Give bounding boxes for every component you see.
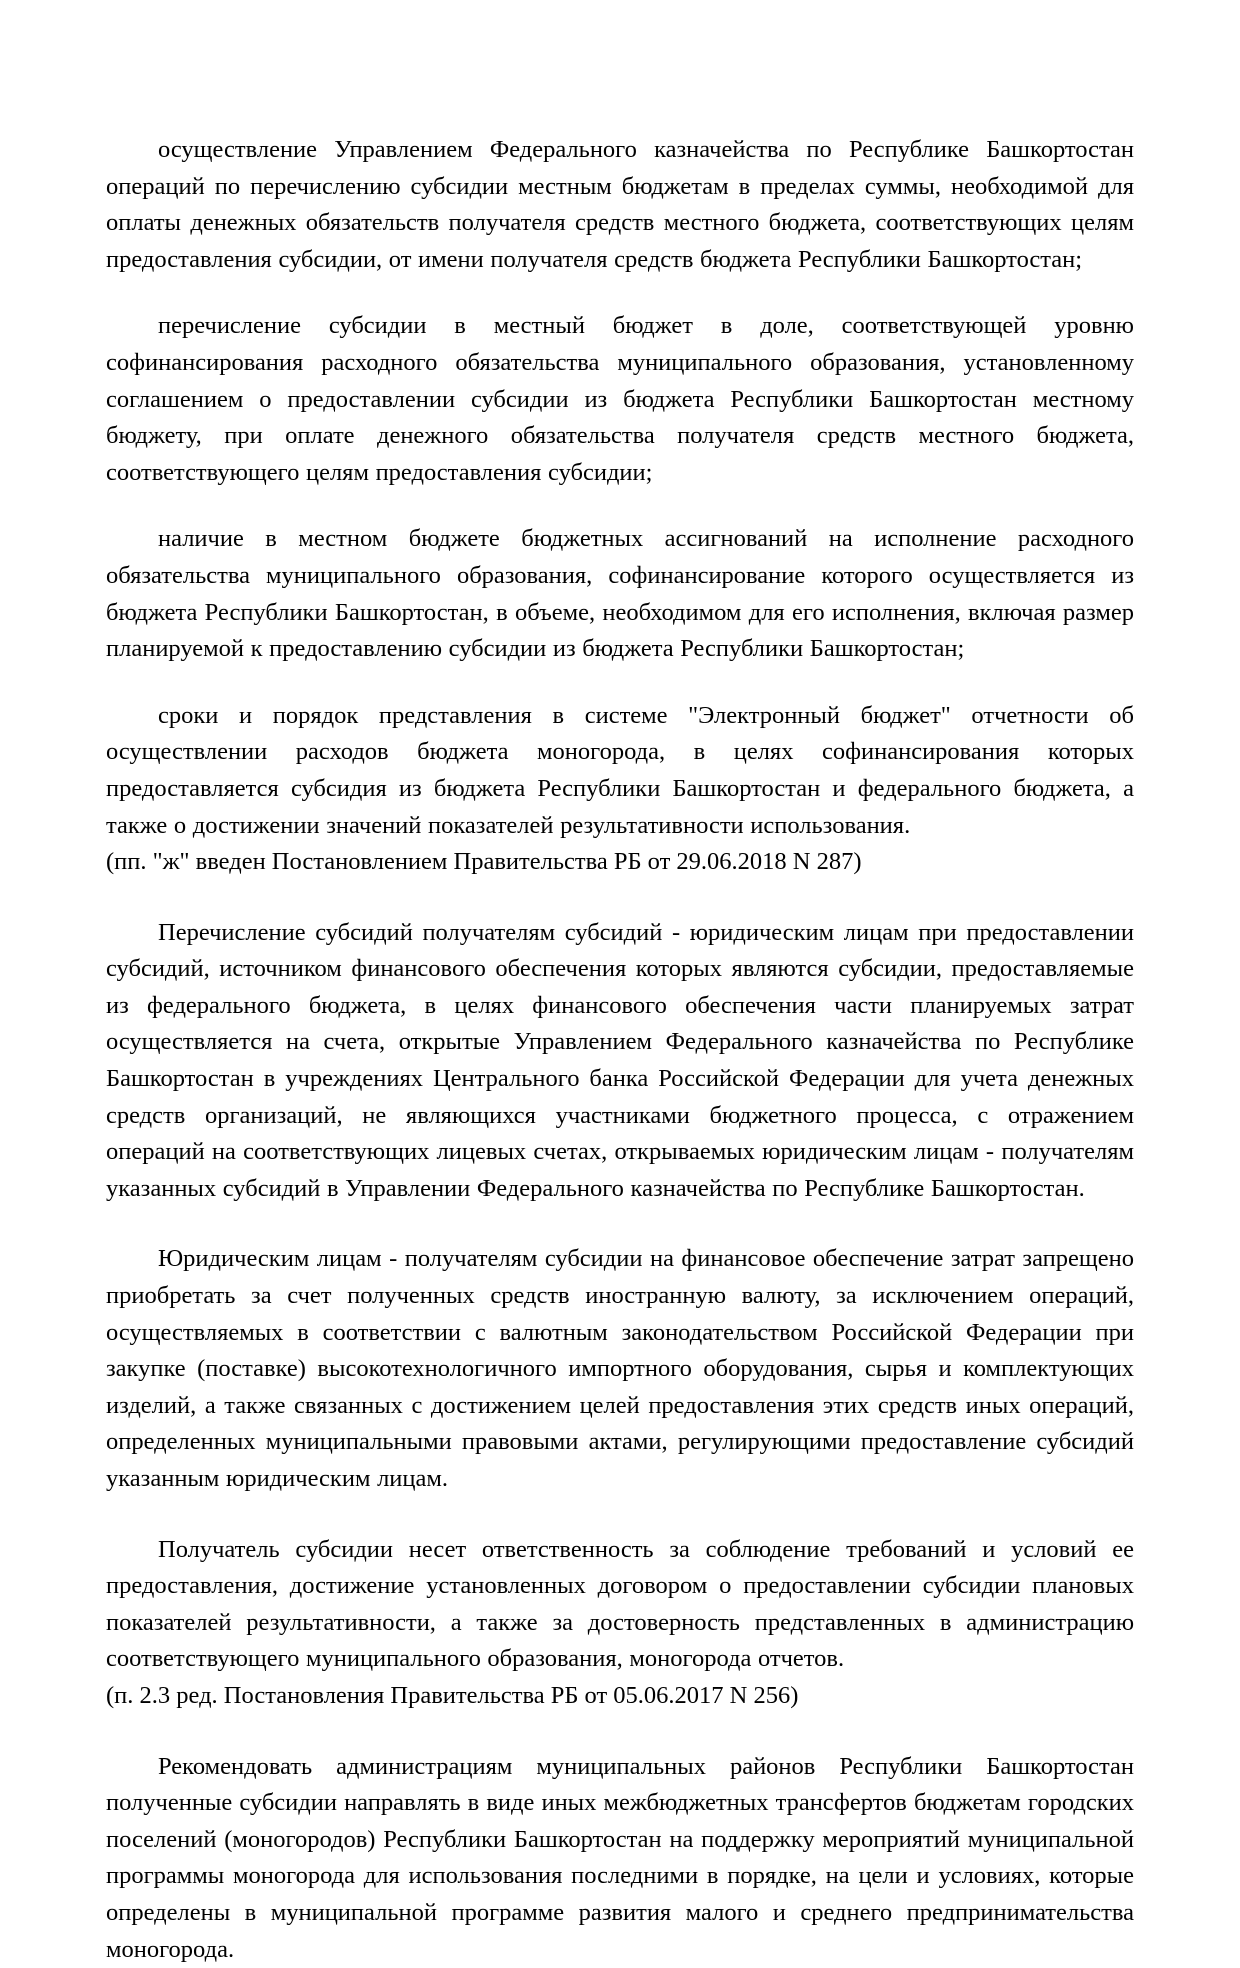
paragraph-spacer [106, 1498, 1134, 1532]
paragraph-subsidy-transfer-operations: осуществление Управлением Федерального казначейства по Республике Башкортостан операций по перечислению субсидии местным бюджетам в пределах суммы, необходимой для оплаты денежных обязательств получателя средств местного бюджета, соответствующих целям предоставления субсидии, от имени получателя средств бюджета Республики Башкортостан; [106, 136, 1134, 273]
paragraph-recipient-responsibility: Получатель субсидии несет ответственность за соблюдение требований и условий ее предоставления, достижение установленных договором о предоставлении субсидии плановых показателей результативности, а также за достоверность представленных в администрацию соответствующего муниципального образования, моногорода отчетов. [106, 1535, 1134, 1673]
paragraph-spacer [106, 491, 1134, 521]
paragraph-spacer [106, 278, 1134, 308]
paragraph-reporting-deadlines: сроки и порядок представления в системе "Электронный бюджет" отчетности об осуществлении расходов бюджета моногорода, в целях софинансирования которых предоставляется субсидия из бюджета Республики Башкортостан и федерального бюджета, а также о достижении значений показателей результативности использования. [106, 701, 1134, 839]
paragraph-budget-appropriations: наличие в местном бюджете бюджетных ассигнований на исполнение расходного обязательства муниципального образования, софинансирование которого осуществляется из бюджета Республики Башкортостан, в объеме, необходимом для его исполнения, включая размер планируемой к предоставлению субсидии из бюджета Республики Башкортостан; [106, 525, 1134, 663]
paragraph-spacer [106, 1715, 1134, 1749]
citation-subitem-zh: (пп. "ж" введен Постановлением Правительства РБ от 29.06.2018 N 287) [106, 848, 862, 876]
paragraph-transfer-to-legal-entities: Перечисление субсидий получателям субсидий - юридическим лицам при предоставлении субсидий, источником финансового обеспечения которых являются субсидии, предоставляемые из федерального бюджета, в целях финансового обеспечения части планируемых затрат осуществляется на счета, открытые Управлением Федерального казначейства по Республике Башкортостан в учреждениях Центрального банка Российской Федерации для учета денежных средств организаций, не являющихся участниками бюджетного процесса, с отражением операций на соответствующих лицевых счетах, открываемых юридическим лицам - получателям указанных субсидий в Управлении Федерального казначейства по Республике Башкортостан. [106, 918, 1134, 1202]
paragraph-spacer [106, 1207, 1134, 1241]
paragraph-foreign-currency-prohibition: Юридическим лицам - получателям субсидии на финансовое обеспечение затрат запрещено приобретать за счет полученных средств иностранную валюту, за исключением операций, осуществляемых в соответствии с валютным законодательством Российской Федерации при закупке (поставке) высокотехнологичного импортного оборудования, сырья и комплектующих изделий, а также связанных с достижением целей предоставления этих средств иных операций, определенных муниципальными правовыми актами, регулирующими предоставление субсидий указанным юридическим лицам. [106, 1245, 1134, 1492]
paragraph-recommendation-to-administrations: Рекомендовать администрациям муниципальных районов Республики Башкортостан полученные субсидии направлять в виде иных межбюджетных трансфертов бюджетам городских поселений (моногородов) Республики Башкортостан на поддержку мероприятий муниципальной программы моногорода для использования последними в порядке, на цели и условиях, которые определены в муниципальной программе развития малого и среднего предпринимательства моногорода. [106, 1752, 1134, 1963]
paragraph-spacer [106, 668, 1134, 698]
document-body [106, 132, 1134, 1968]
citation-item-2-3: (п. 2.3 ред. Постановления Правительства РБ от 05.06.2017 N 256) [106, 1681, 799, 1709]
paragraph-subsidy-transfer-share: перечисление субсидии в местный бюджет в доле, соответствующей уровню софинансирования расходного обязательства муниципального образования, установленному соглашением о предоставлении субсидии из бюджета Республики Башкортостан местному бюджету, при оплате денежного обязательства получателя средств местного бюджета, соответствующего целям предоставления субсидии; [106, 312, 1134, 486]
paragraph-spacer [106, 881, 1134, 915]
